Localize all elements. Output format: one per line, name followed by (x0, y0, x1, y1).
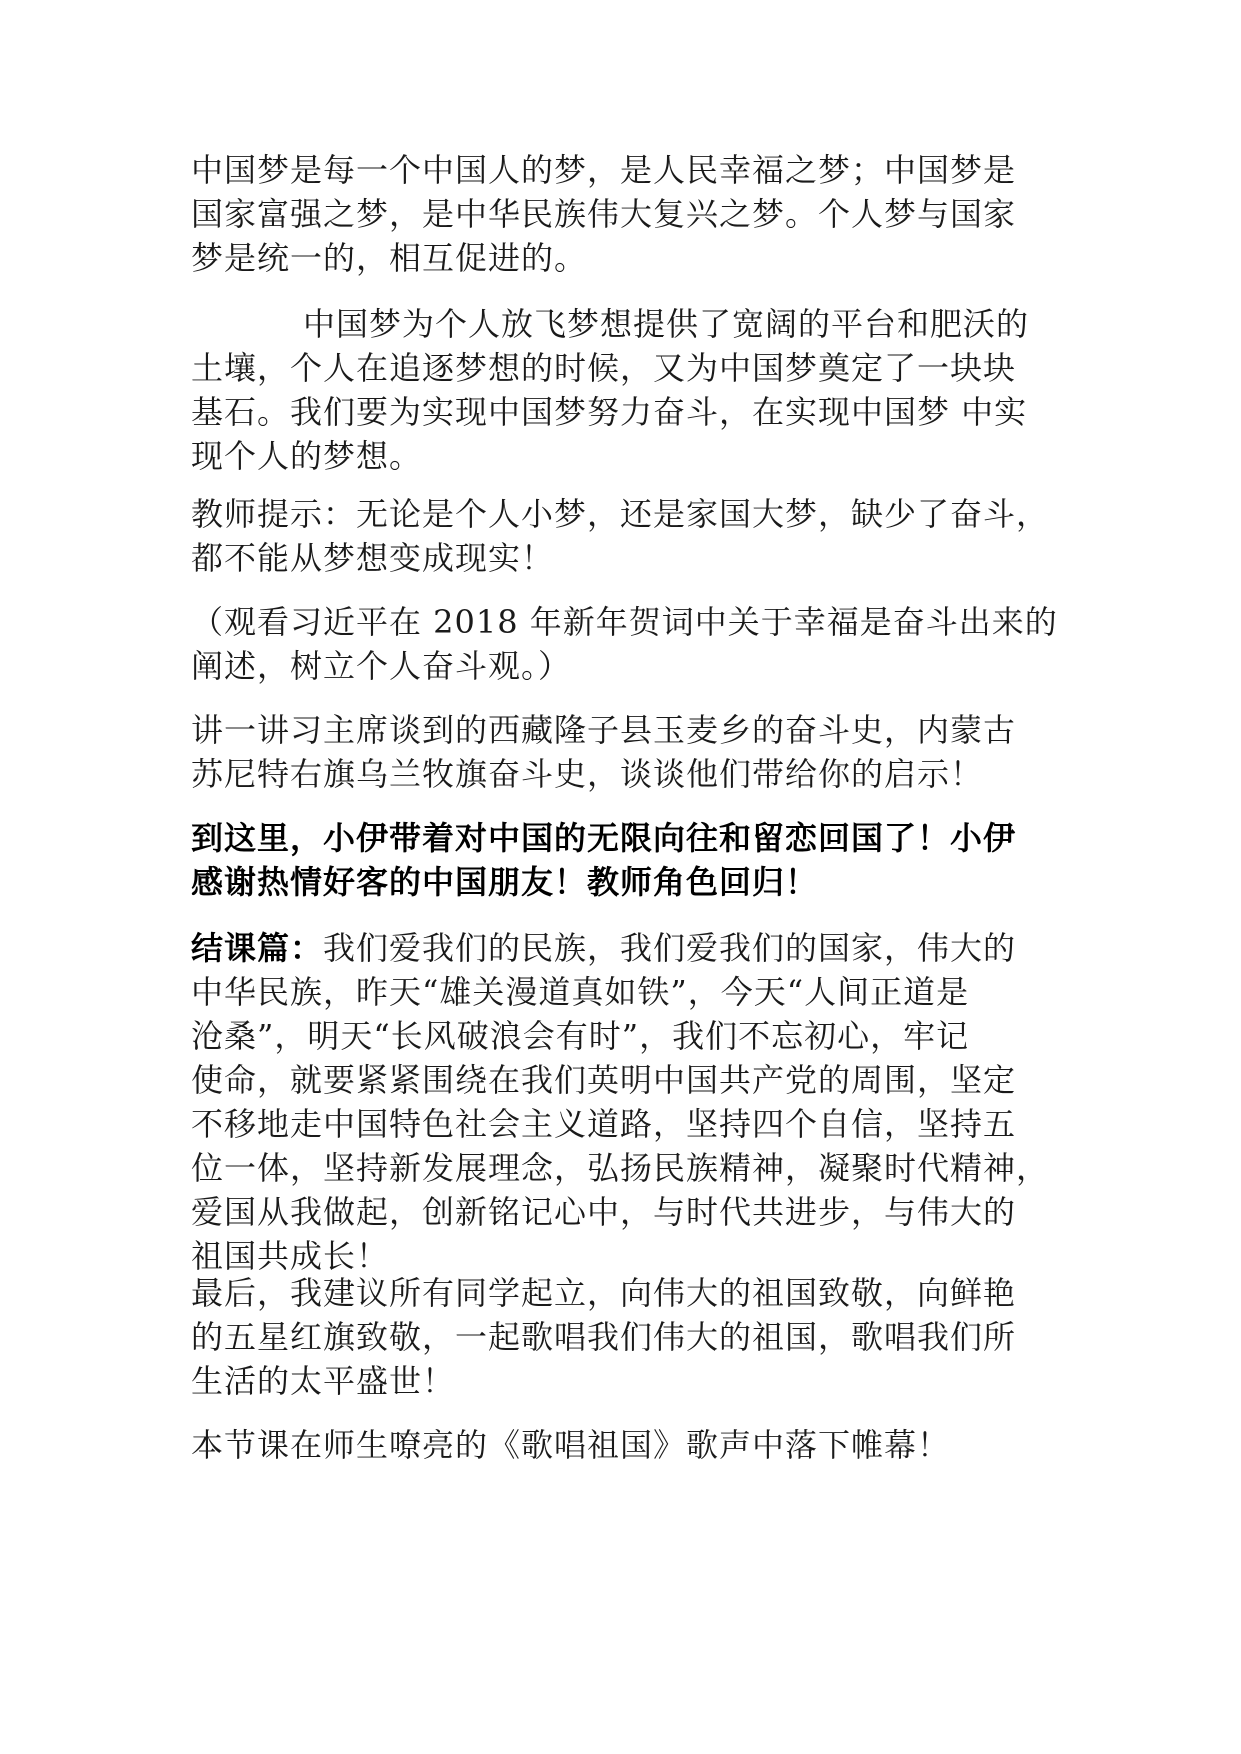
paragraph-closing (191, 1423, 950, 1467)
text-line (191, 926, 1049, 970)
text-line: 讲一讲习主席谈到的西藏隆子县玉麦乡的奋斗史，内蒙古 (191, 711, 1017, 749)
text-line: 生活的太平盛世！ (191, 1362, 456, 1400)
paragraph-conclusion (191, 926, 1049, 1278)
text-line: 到这里，小伊带着对中国的无限向往和留恋回国了！小伊 (191, 819, 1017, 857)
text-line: 梦是统一的，相互促进的。 (191, 239, 588, 277)
text-line: 基石。我们要为实现中国梦努力奋斗，在实现中国梦 中实 (191, 393, 1028, 431)
text-line: 中华民族，昨天“雄关漫道真如铁”，今天“人间正道是 (191, 973, 970, 1011)
text-line: 不移地走中国特色社会主义道路，坚持四个自信，坚持五 (191, 1105, 1017, 1143)
paragraph-new-year-speech (191, 600, 1058, 688)
text-line: 祖国共成长！ (191, 1237, 390, 1275)
text-line: 土壤，个人在追逐梦想的时候，又为中国梦奠定了一块块 (191, 349, 1017, 387)
text-line: 沧桑”，明天“长风破浪会有时”，我们不忘初心，牢记 (191, 1017, 970, 1055)
text-line: 都不能从梦想变成现实！ (191, 539, 555, 577)
text-line: 感谢热情好客的中国朋友！教师角色回归！ (191, 863, 819, 901)
text-line: 教师提示：无论是个人小梦，还是家国大梦，缺少了奋斗， (191, 495, 1050, 533)
text-line: 爱国从我做起，创新铭记心中，与时代共进步，与伟大的 (191, 1193, 1017, 1231)
text-line: 中国梦是每一个中国人的梦，是人民幸福之梦；中国梦是 (191, 151, 1017, 189)
text-line: 的五星红旗致敬，一起歌唱我们伟大的祖国，歌唱我们所 (191, 1318, 1017, 1356)
text-line: 使命，就要紧紧围绕在我们英明中国共产党的周围，坚定 (191, 1061, 1017, 1099)
text-line: 最后，我建议所有同学起立，向伟大的祖国致敬，向鲜艳 (191, 1274, 1017, 1312)
text-line: 位一体，坚持新发展理念，弘扬民族精神，凝聚时代精神， (191, 1149, 1050, 1187)
paragraph-personal-dream (191, 302, 1029, 478)
text-line: 苏尼特右旗乌兰牧旗奋斗史，谈谈他们带给你的启示！ (191, 755, 984, 793)
text-line: （观看习近平在 2018 年新年贺词中关于幸福是奋斗出来的 (191, 603, 1058, 641)
text-line: 现个人的梦想。 (191, 437, 423, 475)
text-line: 阐述，树立个人奋斗观。） (191, 647, 572, 685)
text-line: 国家富强之梦，是中华民族伟大复兴之梦。个人梦与国家 (191, 195, 1017, 233)
paragraph-xiaoyi-returns (191, 816, 1016, 904)
paragraph-chinese-dream (191, 148, 1016, 280)
paragraph-teacher-tip (191, 492, 1049, 580)
text-line: 本节课在师生嘹亮的《歌唱祖国》歌声中落下帷幕！ (191, 1426, 951, 1464)
paragraph-struggle-history (191, 708, 1016, 796)
conclusion-heading: 结课篇： (191, 929, 324, 967)
text-fragment: 我们爱我们的民族，我们爱我们的国家，伟大的 (323, 929, 1017, 967)
paragraph-salute (191, 1271, 1016, 1403)
text-line: 中国梦为个人放飞梦想提供了宽阔的平台和肥沃的 (303, 305, 1030, 343)
